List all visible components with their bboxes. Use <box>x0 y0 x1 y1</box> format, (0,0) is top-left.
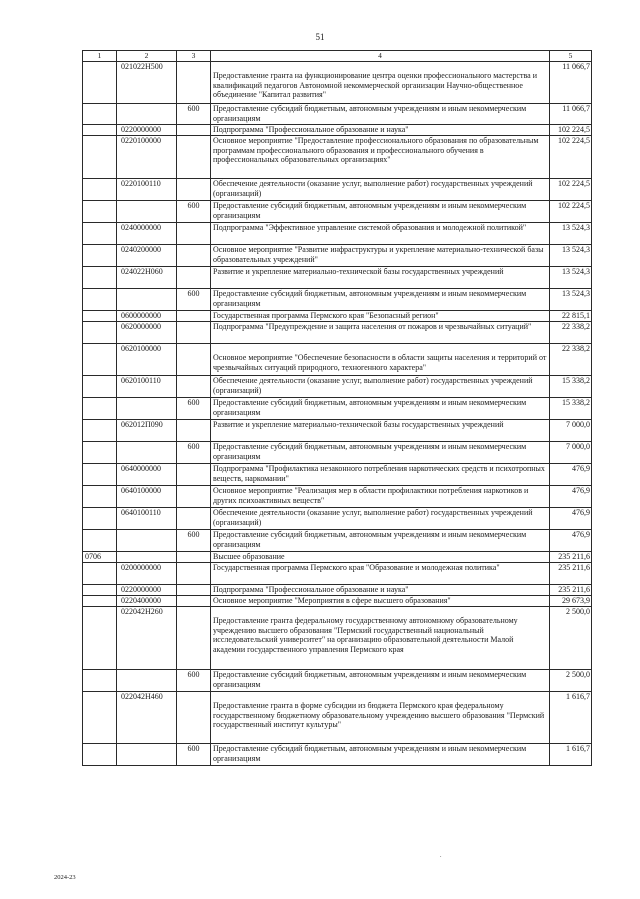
expense-type-cell: 600 <box>177 288 211 310</box>
table-row <box>83 178 592 200</box>
section-code-cell <box>83 397 117 419</box>
description-cell: Предоставление субсидий бюджетным, автономным учреждениям и иным некоммерческим организациям <box>211 441 550 463</box>
expense-type-cell: 600 <box>177 200 211 222</box>
description-cell: Подпрограмма "Предупреждение и защита населения от пожаров и чрезвычайных ситуаций" <box>211 321 550 343</box>
description-cell: Предоставление субсидий бюджетным, автономным учреждениям и иным некоммерческим организациям <box>211 743 550 765</box>
description-cell: Предоставление гранта в форме субсидии из бюджета Пермского края федеральному государственному бюджетному образовательному учреждению высшего образования "Пермский государственный институт культуры" <box>211 691 550 743</box>
expense-type-cell <box>177 321 211 343</box>
expense-type-cell <box>177 266 211 288</box>
table-row <box>83 103 592 124</box>
amount-cell: 13 524,3 <box>550 266 592 288</box>
amount-cell: 7 000,0 <box>550 419 592 441</box>
table-row <box>83 595 592 606</box>
section-code-cell: 0706 <box>83 551 117 562</box>
description-cell: Основное мероприятие "Реализация мер в области профилактики потребления наркотиков и других психоактивных веществ" <box>211 485 550 507</box>
section-code-cell <box>83 485 117 507</box>
table-row <box>83 375 592 397</box>
target-code-cell <box>117 103 177 124</box>
description-cell: Основное мероприятие "Обеспечение безопасности в области защиты населения и территорий от чрезвычайных ситуаций природного, техногенного характера" <box>211 343 550 375</box>
table-row <box>83 124 592 135</box>
target-code-cell <box>117 397 177 419</box>
amount-cell: 102 224,5 <box>550 124 592 135</box>
target-code-cell: 0240000000 <box>117 222 177 244</box>
header-cell-1: 1 <box>83 51 117 62</box>
page-number: 51 <box>315 32 325 42</box>
description-cell: Предоставление субсидий бюджетным, автономным учреждениям и иным некоммерческим организациям <box>211 288 550 310</box>
expense-type-cell <box>177 595 211 606</box>
amount-cell: 476,9 <box>550 507 592 529</box>
section-code-cell <box>83 135 117 178</box>
table-row <box>83 463 592 485</box>
footer-code: 2024-23 <box>54 874 76 881</box>
section-code-cell <box>83 343 117 375</box>
expense-type-cell <box>177 606 211 669</box>
header-cell-5: 5 <box>550 51 592 62</box>
amount-cell: 2 500,0 <box>550 669 592 691</box>
section-code-cell <box>83 595 117 606</box>
table-row <box>83 343 592 375</box>
expense-type-cell: 600 <box>177 103 211 124</box>
description-cell: Предоставление субсидий бюджетным, автономным учреждениям и иным некоммерческим организациям <box>211 669 550 691</box>
section-code-cell <box>83 61 117 103</box>
amount-cell: 29 673,9 <box>550 595 592 606</box>
table-row <box>83 419 592 441</box>
table-row <box>83 222 592 244</box>
target-code-cell <box>117 288 177 310</box>
amount-cell: 13 524,3 <box>550 288 592 310</box>
description-cell: Государственная программа Пермского края "Безопасный регион" <box>211 310 550 321</box>
target-code-cell <box>117 743 177 765</box>
amount-cell: 102 224,5 <box>550 178 592 200</box>
section-code-cell <box>83 691 117 743</box>
section-code-cell <box>83 606 117 669</box>
target-code-cell: 062012П090 <box>117 419 177 441</box>
description-cell: Обеспечение деятельности (оказание услуг, выполнение работ) государственных учреждений (организаций) <box>211 178 550 200</box>
target-code-cell: 0620100110 <box>117 375 177 397</box>
table-row <box>83 551 592 562</box>
target-code-cell: 0220100000 <box>117 135 177 178</box>
header-cell-3: 3 <box>177 51 211 62</box>
expense-type-cell <box>177 244 211 266</box>
amount-cell: 22 815,1 <box>550 310 592 321</box>
target-code-cell: 0220100110 <box>117 178 177 200</box>
header-row <box>83 51 592 62</box>
target-code-cell: 022042Н460 <box>117 691 177 743</box>
section-code-cell <box>83 507 117 529</box>
section-code-cell <box>83 743 117 765</box>
target-code-cell: 0620000000 <box>117 321 177 343</box>
section-code-cell <box>83 124 117 135</box>
section-code-cell <box>83 419 117 441</box>
amount-cell: 13 524,3 <box>550 222 592 244</box>
expense-type-cell <box>177 507 211 529</box>
target-code-cell: 0640100110 <box>117 507 177 529</box>
description-cell: Предоставление субсидий бюджетным, автономным учреждениям и иным некоммерческим организациям <box>211 200 550 222</box>
expense-type-cell <box>177 135 211 178</box>
target-code-cell: 0620100000 <box>117 343 177 375</box>
section-code-cell <box>83 375 117 397</box>
expense-type-cell <box>177 61 211 103</box>
amount-cell: 11 066,7 <box>550 103 592 124</box>
section-code-cell <box>83 266 117 288</box>
header-cell-2: 2 <box>117 51 177 62</box>
amount-cell: 235 211,6 <box>550 584 592 595</box>
table-row <box>83 288 592 310</box>
description-cell: Подпрограмма "Профессиональное образование и наука" <box>211 584 550 595</box>
table-row <box>83 200 592 222</box>
section-code-cell <box>83 529 117 551</box>
target-code-cell: 0600000000 <box>117 310 177 321</box>
description-cell: Подпрограмма "Профессиональное образование и наука" <box>211 124 550 135</box>
description-cell: Подпрограмма "Профилактика незаконного потребления наркотических средств и психотропных веществ, наркомании" <box>211 463 550 485</box>
section-code-cell <box>83 441 117 463</box>
expense-type-cell: 600 <box>177 441 211 463</box>
description-cell: Обеспечение деятельности (оказание услуг, выполнение работ) государственных учреждений (организаций) <box>211 375 550 397</box>
description-cell: Предоставление гранта на функционирование центра оценки профессионального мастерства и квалификаций педагогов Автономной некоммерческой организации Научно-общественное объединение "Капитал развития" <box>211 61 550 103</box>
table-row <box>83 691 592 743</box>
section-code-cell <box>83 288 117 310</box>
description-cell: Основное мероприятие "Развитие инфраструктуры и укрепление материально-технической базы образовательных учреждений" <box>211 244 550 266</box>
expense-type-cell <box>177 178 211 200</box>
table-row <box>83 244 592 266</box>
table-row <box>83 61 592 103</box>
target-code-cell: 0220400000 <box>117 595 177 606</box>
expense-type-cell <box>177 124 211 135</box>
amount-cell: 15 338,2 <box>550 375 592 397</box>
expense-type-cell <box>177 551 211 562</box>
description-cell: Обеспечение деятельности (оказание услуг, выполнение работ) государственных учреждений (организаций) <box>211 507 550 529</box>
section-code-cell <box>83 310 117 321</box>
amount-cell: 476,9 <box>550 463 592 485</box>
section-code-cell <box>83 562 117 584</box>
scan-mark: . <box>440 853 442 859</box>
amount-cell: 235 211,6 <box>550 551 592 562</box>
target-code-cell: 0220000000 <box>117 584 177 595</box>
description-cell: Высшее образование <box>211 551 550 562</box>
target-code-cell: 022042Н260 <box>117 606 177 669</box>
budget-table <box>82 50 592 766</box>
target-code-cell <box>117 669 177 691</box>
target-code-cell: 021022Н500 <box>117 61 177 103</box>
table-row <box>83 529 592 551</box>
description-cell: Предоставление субсидий бюджетным, автономным учреждениям и иным некоммерческим организациям <box>211 529 550 551</box>
target-code-cell <box>117 529 177 551</box>
expense-type-cell <box>177 691 211 743</box>
section-code-cell <box>83 244 117 266</box>
table-row <box>83 669 592 691</box>
table-row <box>83 743 592 765</box>
amount-cell: 1 616,7 <box>550 743 592 765</box>
target-code-cell: 024022Н060 <box>117 266 177 288</box>
amount-cell: 102 224,5 <box>550 200 592 222</box>
table-row <box>83 606 592 669</box>
amount-cell: 235 211,6 <box>550 562 592 584</box>
table-row <box>83 397 592 419</box>
section-code-cell <box>83 669 117 691</box>
amount-cell: 2 500,0 <box>550 606 592 669</box>
table-row <box>83 562 592 584</box>
target-code-cell: 0240200000 <box>117 244 177 266</box>
target-code-cell <box>117 551 177 562</box>
section-code-cell <box>83 178 117 200</box>
description-cell: Развитие и укрепление материально-технической базы государственных учреждений <box>211 266 550 288</box>
table-row <box>83 584 592 595</box>
table-row <box>83 485 592 507</box>
expense-type-cell: 600 <box>177 743 211 765</box>
target-code-cell: 0640000000 <box>117 463 177 485</box>
section-code-cell <box>83 463 117 485</box>
target-code-cell: 0220000000 <box>117 124 177 135</box>
table-row <box>83 441 592 463</box>
header-cell-4: 4 <box>211 51 550 62</box>
amount-cell: 15 338,2 <box>550 397 592 419</box>
expense-type-cell <box>177 343 211 375</box>
expense-type-cell <box>177 375 211 397</box>
description-cell: Основное мероприятие "Предоставление профессионального образования по образовательным программам профессионального образования и профессионального обучения в профессиональных образовательных организациях" <box>211 135 550 178</box>
amount-cell: 476,9 <box>550 485 592 507</box>
section-code-cell <box>83 200 117 222</box>
description-cell: Предоставление субсидий бюджетным, автономным учреждениям и иным некоммерческим организациям <box>211 103 550 124</box>
table-row <box>83 507 592 529</box>
description-cell: Предоставление субсидий бюджетным, автономным учреждениям и иным некоммерческим организациям <box>211 397 550 419</box>
expense-type-cell: 600 <box>177 669 211 691</box>
expense-type-cell <box>177 485 211 507</box>
expense-type-cell <box>177 222 211 244</box>
description-cell: Государственная программа Пермского края "Образование и молодежная политика" <box>211 562 550 584</box>
expense-type-cell: 600 <box>177 397 211 419</box>
description-cell: Предоставление гранта федеральному государственному автономному образовательному учреждению высшего образования "Пермский государственный национальный исследовательский университет" на организацию образовательной деятельности Малой академии государственного управления Пермского края <box>211 606 550 669</box>
amount-cell: 102 224,5 <box>550 135 592 178</box>
expense-type-cell <box>177 419 211 441</box>
expense-type-cell <box>177 584 211 595</box>
amount-cell: 22 338,2 <box>550 321 592 343</box>
description-cell: Развитие и укрепление материально-технической базы государственных учреждений <box>211 419 550 441</box>
target-code-cell: 0640100000 <box>117 485 177 507</box>
amount-cell: 476,9 <box>550 529 592 551</box>
section-code-cell <box>83 222 117 244</box>
table-row <box>83 321 592 343</box>
amount-cell: 22 338,2 <box>550 343 592 375</box>
table-row <box>83 266 592 288</box>
section-code-cell <box>83 103 117 124</box>
amount-cell: 13 524,3 <box>550 244 592 266</box>
table-row <box>83 135 592 178</box>
target-code-cell <box>117 441 177 463</box>
target-code-cell <box>117 200 177 222</box>
expense-type-cell <box>177 562 211 584</box>
amount-cell: 11 066,7 <box>550 61 592 103</box>
expense-type-cell <box>177 463 211 485</box>
description-cell: Подпрограмма "Эффективное управление системой образования и молодежной политикой" <box>211 222 550 244</box>
amount-cell: 1 616,7 <box>550 691 592 743</box>
description-cell: Основное мероприятие "Мероприятия в сфере высшего образования" <box>211 595 550 606</box>
table-row <box>83 310 592 321</box>
expense-type-cell: 600 <box>177 529 211 551</box>
amount-cell: 7 000,0 <box>550 441 592 463</box>
target-code-cell: 0200000000 <box>117 562 177 584</box>
section-code-cell <box>83 584 117 595</box>
section-code-cell <box>83 321 117 343</box>
expense-type-cell <box>177 310 211 321</box>
